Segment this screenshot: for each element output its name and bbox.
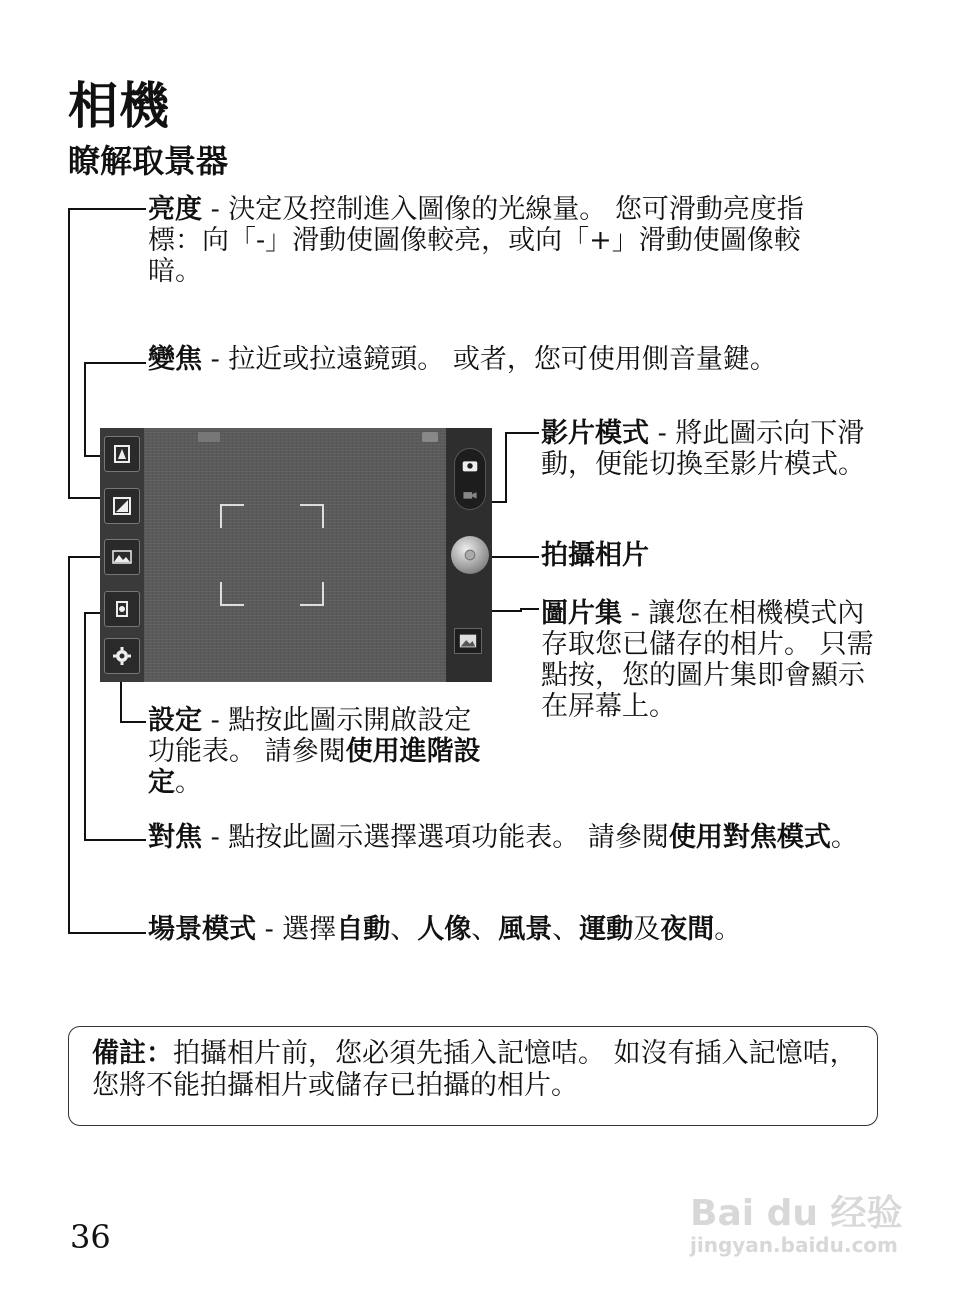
note-text bbox=[92, 1038, 872, 1102]
brightness-description: 亮度 - 決定及控制進入圖像的光線量。 您可滑動亮度指標：向「-」滑動使圖像較亮，或向「+」滑動使圖像較暗。 bbox=[148, 194, 804, 287]
focus-button[interactable] bbox=[104, 591, 140, 627]
focus-text: 點按此圖示選擇選項功能表。 請參閱 bbox=[228, 822, 669, 853]
scene-callout bbox=[68, 556, 102, 558]
settings-button[interactable] bbox=[104, 638, 140, 674]
zoom-icon bbox=[111, 495, 133, 517]
scene-mode-button[interactable] bbox=[104, 539, 140, 575]
shutter-icon bbox=[461, 546, 479, 564]
capture-description bbox=[541, 540, 841, 571]
camera-viewfinder bbox=[100, 428, 463, 682]
video-mode-callout bbox=[505, 432, 539, 434]
scene-mode-icon bbox=[111, 546, 133, 568]
video-mode-description: 影片模式 - 將此圖示向下滑動，便能切換至影片模式。 bbox=[541, 418, 865, 480]
brightness-text: 決定及控制進入圖像的光線量。 您可滑動亮度指標：向「-」滑動使圖像較亮，或向「+」滑動使圖像較暗。 bbox=[148, 194, 804, 287]
scene-mode-description: 場景模式 - 選擇自動、人像、風景、運動及夜間。 bbox=[148, 914, 742, 945]
brightness-button[interactable] bbox=[104, 436, 140, 472]
focus-link: 使用對焦模式 bbox=[668, 822, 831, 853]
focus-bracket-tr bbox=[300, 504, 324, 528]
capture-term: 拍攝相片 bbox=[541, 540, 649, 571]
focus-bracket-bl bbox=[220, 582, 244, 606]
zoom-text: 拉近或拉遠鏡頭。 或者，您可使用側音量鍵。 bbox=[228, 344, 777, 375]
focus-bracket-br bbox=[300, 582, 324, 606]
watermark-url: jingyan.baidu.com bbox=[690, 1233, 898, 1257]
shutter-button[interactable] bbox=[451, 536, 489, 574]
page-number: 36 bbox=[70, 1218, 111, 1256]
zoom-button[interactable] bbox=[104, 488, 140, 524]
settings-link: 使用進階設定 bbox=[148, 736, 481, 798]
video-mode-icon bbox=[461, 487, 479, 503]
video-mode-text: 將此圖示向下滑動，便能切換至影片模式。 bbox=[541, 418, 865, 480]
battery-icon bbox=[422, 432, 438, 442]
settings-text: 點按此圖示開啟設定功能表。 請參閱 bbox=[148, 705, 472, 767]
brightness-icon bbox=[111, 443, 133, 465]
gallery-description: 圖片集 - 讓您在相機模式內存取您已儲存的相片。 只需點按，您的圖片集即會顯示在屏幕上。 bbox=[541, 598, 874, 722]
settings-term: 設定 bbox=[148, 705, 202, 736]
zoom-description: 變焦 - 拉近或拉遠鏡頭。 或者，您可使用側音量鍵。 bbox=[148, 344, 777, 375]
page-title: 相機 bbox=[68, 77, 170, 135]
camera-video-switch[interactable] bbox=[454, 448, 486, 510]
settings-icon bbox=[111, 645, 133, 667]
status-indicator-icon bbox=[198, 432, 220, 442]
focus-icon bbox=[111, 598, 133, 620]
zoom-callout bbox=[84, 362, 146, 364]
gallery-icon bbox=[458, 631, 478, 651]
note-body: 拍攝相片前，您必須先插入記憶咭。 如沒有插入記憶咭，您將不能拍攝相片或儲存已拍攝的相片。 bbox=[92, 1038, 857, 1101]
gallery-button[interactable] bbox=[454, 628, 482, 654]
brightness-callout bbox=[68, 208, 146, 210]
gallery-term: 圖片集 bbox=[541, 598, 622, 629]
focus-term: 對焦 bbox=[148, 822, 202, 853]
capture-callout bbox=[488, 556, 539, 558]
note-label: 備註： bbox=[92, 1038, 173, 1069]
gallery-callout bbox=[520, 608, 539, 610]
brightness-term: 亮度 bbox=[148, 194, 202, 225]
scene-term: 場景模式 bbox=[148, 914, 256, 945]
zoom-term: 變焦 bbox=[148, 344, 202, 375]
settings-callout bbox=[120, 676, 122, 722]
section-heading: 瞭解取景器 bbox=[68, 142, 229, 180]
video-mode-term: 影片模式 bbox=[541, 418, 649, 449]
watermark-brand: Bai du 经验 bbox=[690, 1193, 903, 1234]
focus-bracket-tl bbox=[220, 504, 244, 528]
focus-description: 對焦 - 點按此圖示選擇選項功能表。 請參閱使用對焦模式。 bbox=[148, 822, 858, 853]
camera-mode-icon bbox=[460, 455, 480, 475]
settings-description: 設定 - 點按此圖示開啟設定功能表。 請參閱使用進階設定。 bbox=[148, 705, 481, 798]
gallery-text: 讓您在相機模式內存取您已儲存的相片。 只需點按，您的圖片集即會顯示在屏幕上。 bbox=[541, 598, 874, 722]
